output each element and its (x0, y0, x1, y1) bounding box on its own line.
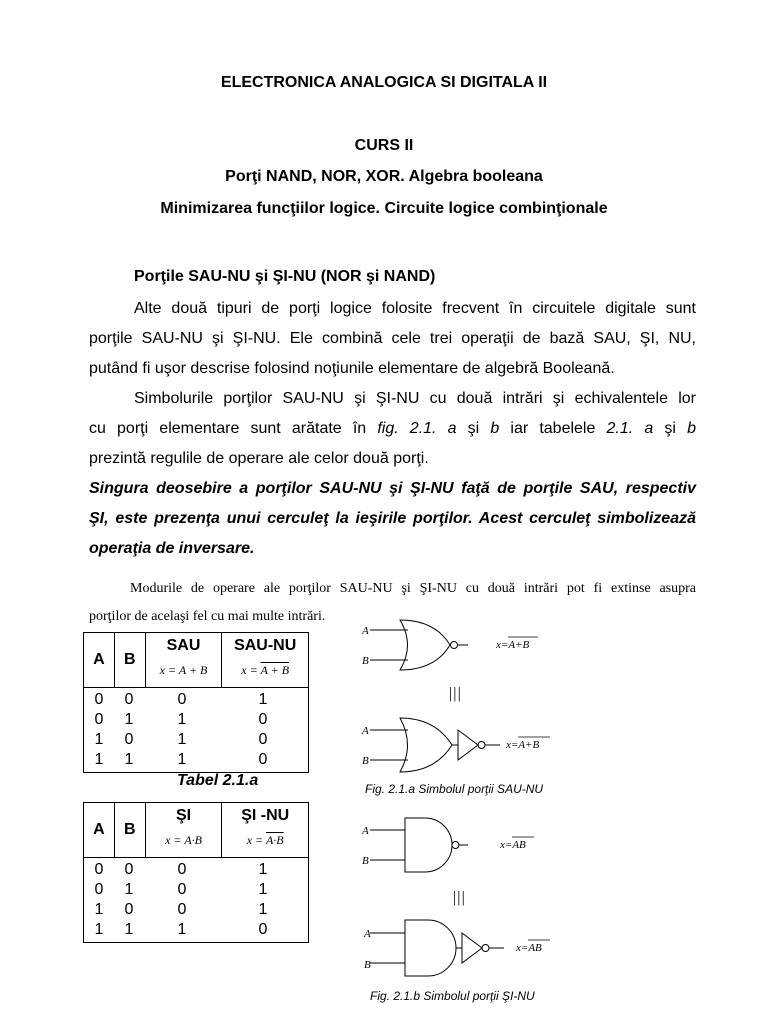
table-row (84, 900, 308, 920)
cell: 1 (177, 711, 187, 728)
cell: 1 (258, 881, 268, 898)
nor-output-2 (505, 739, 539, 751)
section-heading: Porţile SAU-NU şi ŞI-NU (NOR şi NAND) (134, 268, 436, 285)
cell: 0 (124, 691, 134, 708)
p2-text-c: iar tabelele (499, 420, 607, 437)
cell: 1 (258, 691, 268, 708)
cell: 0 (94, 861, 104, 878)
nand-gate-symbol (370, 818, 468, 872)
col-b: B (114, 803, 145, 858)
p2-text-d: şi (653, 420, 688, 437)
cell: 0 (258, 921, 268, 938)
and-not-equivalent (370, 920, 504, 976)
nor-output-expr: A+B (508, 639, 530, 651)
col-nand-label: ŞI -NU (241, 807, 290, 824)
col-nand (222, 803, 309, 858)
course-title: ELECTRONICA ANALOGICA SI DIGITALA II (220, 74, 548, 91)
fig-ref-b: b (490, 420, 500, 437)
nor-output-x: x= (506, 739, 519, 751)
nand-output-x: x= (516, 942, 529, 954)
nor-formula (222, 663, 308, 678)
body-paragraph (89, 294, 696, 564)
label-b: B (362, 855, 369, 867)
or-formula (146, 663, 222, 678)
p2-line3: prezintă regulile de operare ale celor două porţi. (89, 450, 429, 467)
cell: 1 (177, 731, 187, 748)
col-or (145, 633, 222, 688)
label-a: A (362, 825, 369, 837)
cell: 0 (177, 881, 187, 898)
cell: 0 (94, 711, 104, 728)
cell: 0 (177, 901, 187, 918)
p2-text-b: şi (456, 420, 491, 437)
cell: 0 (94, 691, 104, 708)
gate-diagrams (360, 608, 620, 1008)
table-row (84, 750, 308, 770)
nor-formula-x: x = (241, 663, 261, 677)
nand-formula-expr: A·B (265, 833, 284, 847)
table-row (84, 920, 308, 940)
table-ref-b: b (687, 420, 697, 437)
truth-table-nor (83, 632, 309, 773)
col-and-label: ŞI (176, 807, 192, 824)
p2-text-a: cu porţi elementare sunt arătate în (89, 420, 378, 437)
label-a: A (362, 725, 369, 737)
table-row (84, 880, 308, 900)
nor-output-expr: A+B (518, 739, 540, 751)
nor-output (495, 639, 529, 651)
nor-output-x: x= (496, 639, 509, 651)
cell: 0 (124, 901, 134, 918)
truth-table-nand (83, 802, 309, 943)
col-b: B (114, 633, 145, 688)
label-b: B (362, 755, 369, 767)
or-formula-x: x = (159, 663, 179, 677)
fig-a-caption: Fig. 2.1.a Simbolul porţii SAU-NU (365, 782, 544, 796)
cell: 0 (124, 861, 134, 878)
small-line2: porţilor de acelaşi fel cu mai multe intrări. (89, 609, 326, 624)
small-line1: Modurile de operare ale porţilor SAU-NU şi ŞI-NU cu două intrări pot fi extinse asupra (130, 581, 696, 596)
italic-line3: operaţia de inversare. (89, 540, 255, 557)
subtitle-2: Minimizarea funcţiilor logice. Circuite logice combinţionale (160, 200, 608, 217)
and-formula-expr: A·B (184, 833, 202, 847)
nand-output-expr: AB (528, 942, 542, 954)
cell: 1 (258, 901, 268, 918)
fig-ref: fig. 2.1. a (377, 420, 457, 437)
equivalence-mark: ||| (448, 685, 462, 702)
cell: 1 (94, 901, 104, 918)
table-a-caption: Tabel 2.1.a (177, 772, 259, 789)
cell: 0 (177, 861, 187, 878)
or-not-equivalent (370, 718, 500, 772)
table-row (84, 710, 308, 730)
nand-output-expr: AB (512, 839, 526, 851)
cell: 1 (124, 881, 134, 898)
nand-output-x: x= (500, 839, 513, 851)
rows-cell (84, 858, 309, 943)
cell: 1 (124, 921, 134, 938)
equivalence-mark: ||| (452, 889, 466, 906)
cell: 1 (94, 751, 104, 768)
table-ref: 2.1. a (606, 420, 654, 437)
cell: 1 (124, 751, 134, 768)
cell: 0 (124, 731, 134, 748)
table-row (84, 730, 308, 750)
cell: 1 (94, 731, 104, 748)
cell: 1 (124, 711, 134, 728)
cell: 0 (94, 881, 104, 898)
col-nor-label: SAU-NU (234, 637, 297, 654)
table-row (84, 690, 308, 710)
col-a: A (84, 633, 115, 688)
col-or-label: SAU (166, 637, 201, 654)
fig-b-caption: Fig. 2.1.b Simbolul porţii ŞI-NU (370, 989, 535, 1003)
p2-line1: Simbolurile porţilor SAU-NU şi ŞI-NU cu două intrări şi echivalentele lor (134, 390, 696, 407)
label-a: A (362, 625, 369, 637)
nand-output-2 (515, 942, 542, 954)
nor-gate-symbol (370, 620, 468, 670)
p1-line1: Alte două tipuri de porţi logice folosite frecvent în circuitele digitale sunt (134, 300, 696, 317)
nor-formula-expr: A + B (260, 663, 290, 677)
col-and (145, 803, 222, 858)
lecture-number: CURS II (354, 137, 414, 154)
italic-line1: Singura deosebire a porţilor SAU-NU şi ŞI-NU faţă de porţile SAU, respectiv (89, 480, 696, 497)
p1-line2: porţile SAU-NU şi ŞI-NU. Ele combină cele trei operaţii de bază SAU, ŞI, NU, (89, 330, 696, 347)
cell: 1 (258, 861, 268, 878)
col-nor (222, 633, 309, 688)
label-b: B (362, 655, 369, 667)
nand-formula-x: x = (246, 833, 266, 847)
cell: 0 (258, 711, 268, 728)
and-formula-x: x = (165, 833, 185, 847)
cell: 0 (258, 751, 268, 768)
cell: 1 (94, 921, 104, 938)
p1-line3: putând fi uşor descrise folosind noţiunile elementare de algebră Booleană. (89, 360, 615, 377)
cell: 1 (177, 921, 187, 938)
label-b: B (364, 959, 371, 971)
cell: 0 (258, 731, 268, 748)
cell: 1 (177, 751, 187, 768)
italic-line2: ŞI, este prezenţa unui cerculeţ la ieşirile porţilor. Acest cerculeţ simbolizează (89, 510, 696, 527)
nand-output (499, 839, 526, 851)
p2-line2 (89, 414, 696, 444)
and-formula (146, 833, 222, 848)
rows-cell (84, 688, 309, 773)
cell: 0 (177, 691, 187, 708)
col-a: A (84, 803, 115, 858)
nand-formula (222, 833, 308, 848)
or-formula-expr: A + B (178, 663, 208, 677)
subtitle-1: Porţi NAND, NOR, XOR. Algebra booleana (225, 168, 543, 185)
table-row (84, 860, 308, 880)
label-a: A (364, 928, 371, 940)
